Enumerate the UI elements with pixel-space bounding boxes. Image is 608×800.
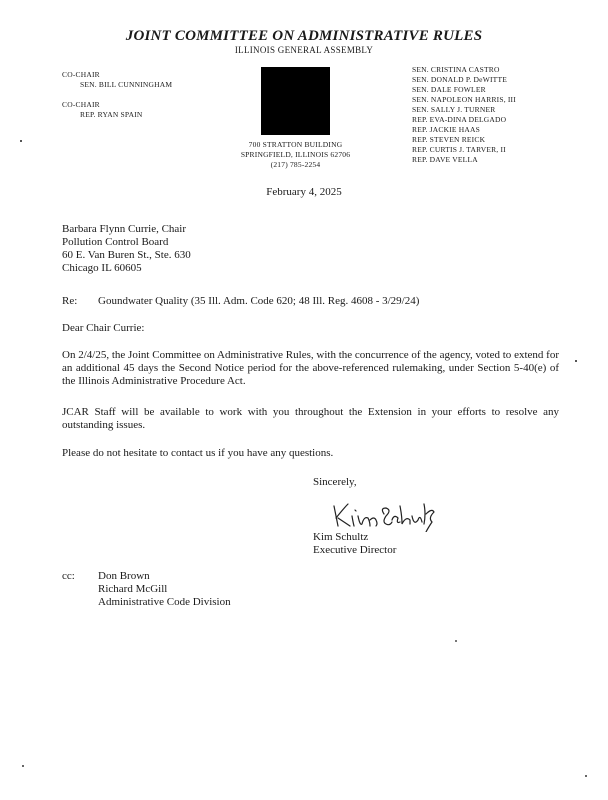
member-item: REP. EVA-DINA DELGADO	[412, 115, 507, 124]
handwritten-signature	[328, 498, 438, 532]
committee-title: JOINT COMMITTEE ON ADMINISTRATIVE RULES	[125, 28, 483, 44]
member-item: SEN. DALE FOWLER	[412, 85, 486, 94]
letter-date: February 4, 2025	[266, 186, 342, 198]
state-seal-image	[261, 67, 330, 135]
recipient-line: 60 E. Van Buren St., Ste. 630	[62, 249, 191, 261]
cc-item: Don Brown	[98, 570, 150, 582]
body-paragraph-3: Please do not hesitate to contact us if you have any questions.	[62, 447, 334, 459]
signer-title: Executive Director	[313, 544, 397, 556]
recipient-line: Pollution Control Board	[62, 236, 169, 248]
closing: Sincerely,	[313, 476, 357, 488]
member-item: REP. DAVE VELLA	[412, 155, 478, 164]
re-subject: Goundwater Quality (35 Ill. Adm. Code 620; 48 Ill. Reg. 4608 - 3/29/24)	[98, 295, 420, 307]
cc-item: Administrative Code Division	[98, 596, 231, 608]
member-item: SEN. NAPOLEON HARRIS, III	[412, 95, 516, 104]
scan-speck	[20, 140, 22, 142]
cochair-label-2: CO-CHAIR	[62, 100, 100, 109]
member-item: SEN. DONALD P. DeWITTE	[412, 75, 508, 84]
salutation: Dear Chair Currie:	[62, 322, 145, 334]
signer-name: Kim Schultz	[313, 531, 369, 543]
recipient-line: Chicago IL 60605	[62, 262, 142, 274]
scan-speck	[22, 765, 24, 767]
assembly-subtitle: ILLINOIS GENERAL ASSEMBLY	[234, 45, 374, 55]
member-item: SEN. SALLY J. TURNER	[412, 105, 496, 114]
recipient-line: Barbara Flynn Currie, Chair	[62, 223, 187, 235]
address-line-2: SPRINGFIELD, ILLINOIS 62706	[240, 150, 351, 159]
scan-speck	[455, 640, 457, 642]
member-item: SEN. CRISTINA CASTRO	[412, 65, 500, 74]
cc-item: Richard McGill	[98, 583, 168, 595]
member-item: REP. CURTIS J. TARVER, II	[412, 145, 506, 154]
recipient-block	[62, 223, 191, 275]
member-item: REP. JACKIE HAAS	[412, 125, 481, 134]
address-line-3: (217) 785-2254	[270, 160, 321, 169]
cc-list	[98, 570, 231, 609]
members-list	[412, 65, 516, 165]
re-label: Re:	[62, 295, 78, 307]
scan-speck	[585, 775, 587, 777]
scan-speck	[575, 360, 577, 362]
cc-label: cc:	[62, 570, 75, 582]
cochair-label-1: CO-CHAIR	[62, 70, 100, 79]
cochair-name-2: REP. RYAN SPAIN	[80, 110, 143, 119]
member-item: REP. STEVEN REICK	[412, 135, 486, 144]
body-paragraph-2: JCAR Staff will be available to work with you throughout the Extension in your efforts to resolve any outstanding issues.	[62, 406, 559, 431]
committee-address	[228, 140, 363, 170]
cochair-name-1: SEN. BILL CUNNINGHAM	[80, 80, 173, 89]
address-line-1: 700 STRATTON BUILDING	[248, 140, 343, 149]
body-paragraph-1: On 2/4/25, the Joint Committee on Administrative Rules, with the concurrence of the agency, voted to extend for an additional 45 days the Second Notice period for the above-referenced rulemaking, under Section 5-40(e) of the Illinois Administrative Procedure Act.	[62, 349, 559, 387]
